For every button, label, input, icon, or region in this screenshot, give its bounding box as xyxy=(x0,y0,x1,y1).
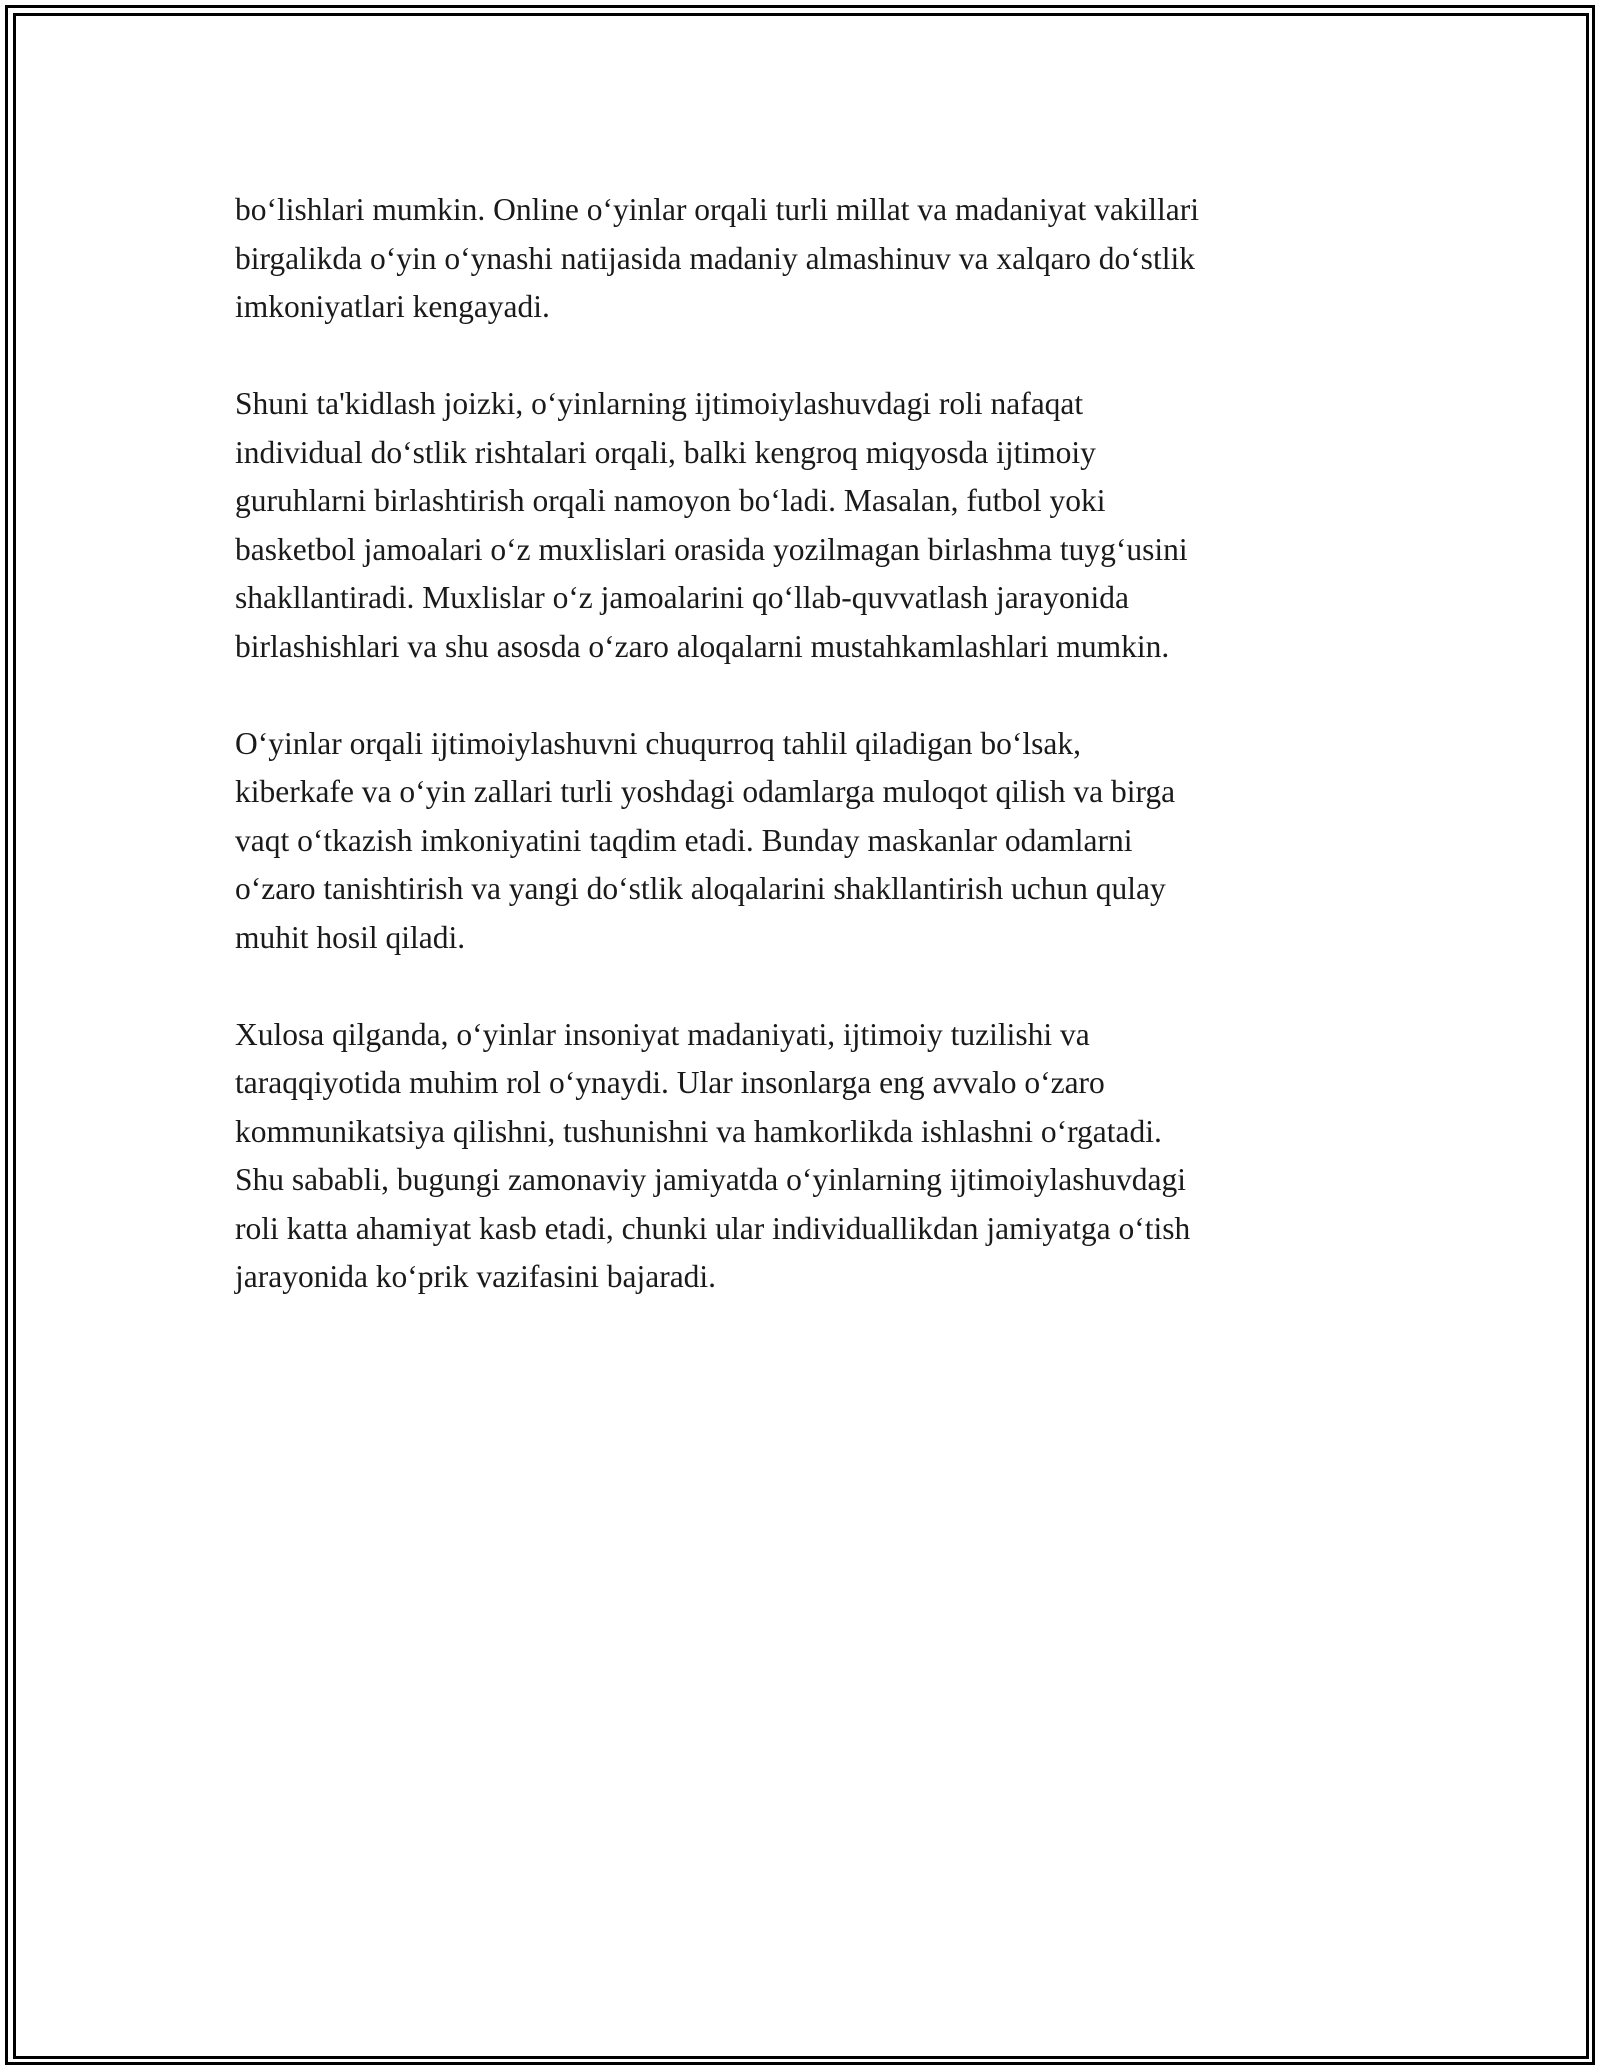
text-line: kiberkafe va o‘yin zallari turli yoshdagi odamlarga muloqot qilish va birga xyxy=(235,774,1176,809)
text-line: shakllantiradi. Muxlislar o‘z jamoalarini qo‘llab-quvvatlash jarayonida xyxy=(235,580,1129,615)
text-line: jarayonida ko‘prik vazifasini bajaradi. xyxy=(235,1259,717,1294)
text-line: Shuni ta'kidlash joizki, o‘yinlarning ijtimoiylashuvdagi roli nafaqat xyxy=(235,386,1084,421)
text-line: imkoniyatlari kengayadi. xyxy=(235,289,550,324)
text-line: Xulosa qilganda, o‘yinlar insoniyat madaniyati, ijtimoiy tuzilishi va xyxy=(235,1016,1090,1052)
text-line: kommunikatsiya qilishni, tushunishni va hamkorlikda ishlashni o‘rgatadi. xyxy=(235,1113,1162,1149)
text-line: birlashishlari va shu asosda o‘zaro aloqalarni mustahkamlashlari mumkin. xyxy=(235,628,1170,664)
text-line: taraqqiyotida muhim rol o‘ynaydi. Ular insonlarga eng avvalo o‘zaro xyxy=(235,1065,1105,1100)
text-line: bo‘lishlari mumkin. Online o‘yinlar orqali turli millat va madaniyat vakillari xyxy=(235,192,1200,227)
text-line: Shu sababli, bugungi zamonaviy jamiyatda o‘yinlarning ijtimoiylashuvdagi xyxy=(235,1162,1186,1197)
text-line: guruhlarni birlashtirish orqali namoyon bo‘ladi. Masalan, futbol yoki xyxy=(235,483,1106,518)
text-line: o‘zaro tanishtirish va yangi do‘stlik aloqalarini shakllantirish uchun qulay xyxy=(235,871,1166,906)
text-line: muhit hosil qiladi. xyxy=(235,919,466,955)
text-line: birgalikda o‘yin o‘ynashi natijasida madaniy almashinuv va xalqaro do‘stlik xyxy=(235,240,1195,276)
text-line: O‘yinlar orqali ijtimoiylashuvni chuqurroq tahlil qiladigan bo‘lsak, xyxy=(235,725,1081,761)
paragraph-3 xyxy=(235,720,1365,963)
paragraph-2 xyxy=(235,380,1365,671)
text-line: roli katta ahamiyat kasb etadi, chunki ular individuallikdan jamiyatga o‘tish xyxy=(235,1210,1191,1246)
document-body xyxy=(235,186,1365,1350)
text-line: individual do‘stlik rishtalari orqali, balki kengroq miqyosda ijtimoiy xyxy=(235,434,1096,470)
paragraph-1 xyxy=(235,186,1365,332)
text-line: basketbol jamoalari o‘z muxlislari orasida yozilmagan birlashma tuyg‘usini xyxy=(235,531,1188,567)
paragraph-4 xyxy=(235,1011,1365,1302)
text-line: vaqt o‘tkazish imkoniyatini taqdim etadi. Bunday maskanlar odamlarni xyxy=(235,822,1133,858)
